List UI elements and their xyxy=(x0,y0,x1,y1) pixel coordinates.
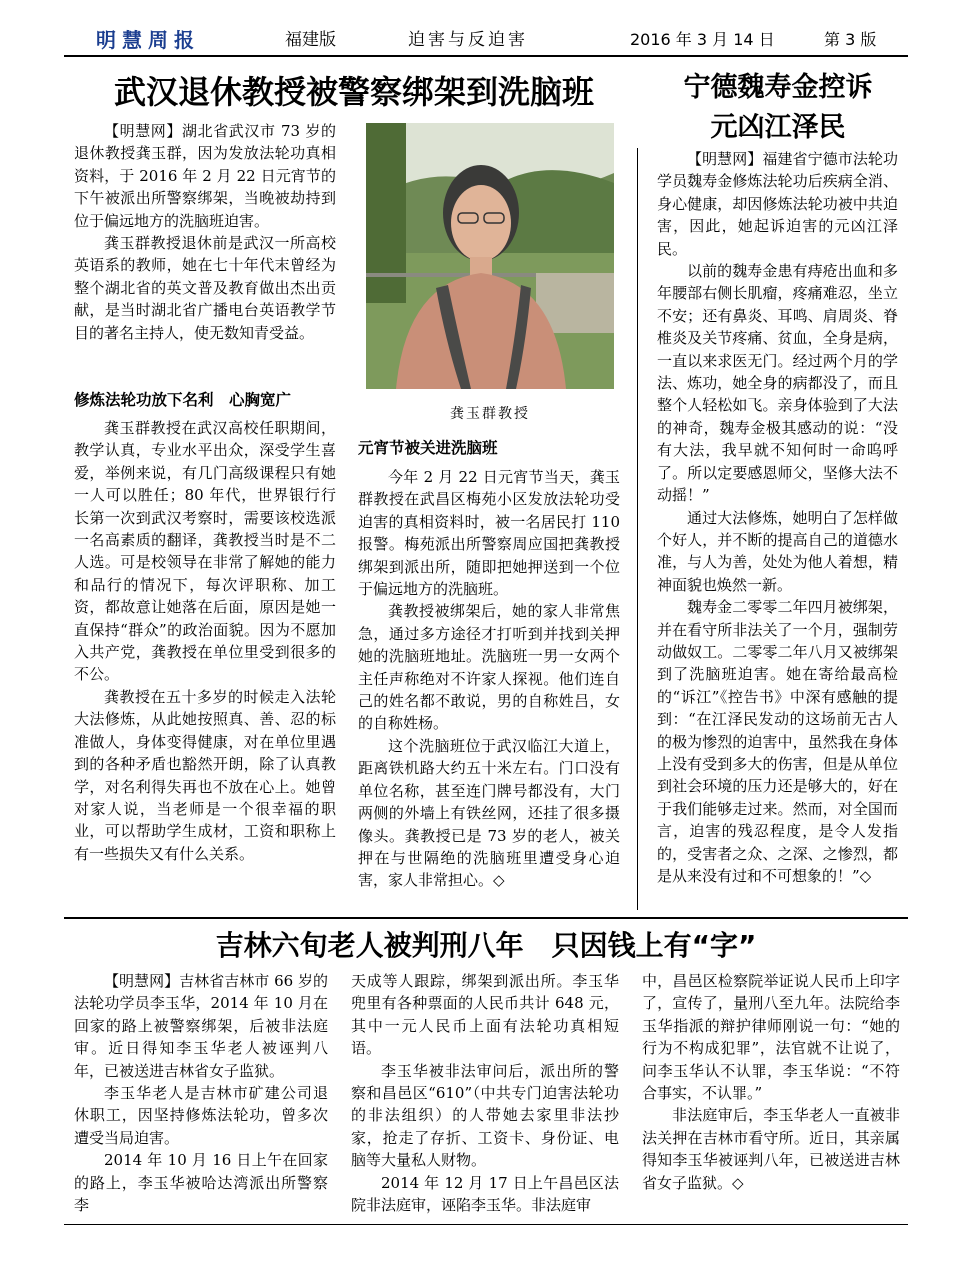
article1-paragraph: 龚玉群教授退休前是武汉一所高校英语系的教师，她在七十年代末曾经为整个湖北省的英文普及教育做出杰出贡献，是当时湖北省广播电台英语教学节目的著名主持人，使无数知青受益。 xyxy=(74,234,336,342)
article3-paragraph: 李玉华被非法审问后，派出所的警察和昌邑区“610”（中共专门迫害法轮功的非法组织）的人带她去家里非法抄家，抢走了存折、工资卡、身份证、电脑等大量私人财物。 xyxy=(351,1061,619,1170)
article3-title: 吉林六旬老人被判刑八年 只因钱上有“字” xyxy=(215,929,757,962)
article2-column xyxy=(657,148,898,887)
article2-title-line-1: 宁德魏寿金控诉 xyxy=(683,72,873,103)
article1-column-1 xyxy=(74,120,336,344)
article3-column-2 xyxy=(351,970,619,1216)
article3-paragraph: 【明慧网】吉林省吉林市 66 岁的法轮功学员李玉华，2014 年 10 月在回家的路上被警察绑架，后被非法庭审。近日得知李玉华老人被诬判八年，已被送进吉林省女子监狱。 xyxy=(74,972,328,1080)
article1-paragraph: 今年 2 月 22 日元宵节当天，龚玉群教授在武昌区梅苑小区发放法轮功受迫害的真相资料时，被一名居民打 110 报警。梅苑派出所警察周应国把龚教授绑架到派出所，随即把她押送到一个位于偏远地方的洗脑班。 xyxy=(358,468,620,599)
header-rule xyxy=(64,55,908,57)
edition-label: 福建版 xyxy=(285,30,336,50)
article3-paragraph: 非法庭审后，李玉华老人一直被非法关押在吉林市看守所。近日，其亲属得知李玉华被诬判八年，已被送进吉林省女子监狱。◇ xyxy=(642,1106,900,1192)
article3-paragraph: 2014 年 12 月 17 日上午昌邑区法院非法庭审，诬陷李玉华。非法庭审 xyxy=(351,1173,619,1215)
article1-paragraph: 龚教授在五十多岁的时候走入法轮大法修炼，从此她按照真、善、忍的标准做人，身体变得健康，对在单位里遇到的各种矛盾也豁然开朗，除了认真教学，对名利得失再也不放在心上。她曾对家人说，当老师是一个很幸福的职业，可以帮助学生成材，工资和职称上有一些损失又有什么关系。 xyxy=(74,687,336,863)
article2-paragraph: 魏寿金二零零二年四月被绑架，并在看守所非法关了一个月，强制劳动做奴工。二零零二年八月又被绑架到了洗脑班迫害。她在寄给最高检的“诉江”《控告书》中深有感触的提到：“在江泽民发动的这场前无古人的极为惨烈的迫害中，虽然我在身体上没有受到多大的伤害，但是从单位到社会环境的压力还是够大的，好在于我们能够走过来。然而，对全国而言，迫害的残忍程度，是令人发指的，受害者之众、之深、之惨烈，都是从来没有过和不可想象的！”◇ xyxy=(657,598,898,885)
article1-paragraph: 龚教授被绑架后，她的家人非常焦急，通过多方途径才打听到并找到关押她的洗脑班地址。洗脑班一男一女两个主任声称绝对不许家人探视。他们连自己的姓名都不敢说，男的自称姓吕，女的自称姓杨。 xyxy=(358,602,620,733)
article3-paragraph: 李玉华老人是吉林市矿建公司退休职工，因坚持修炼法轮功，曾多次遭受当局迫害。 xyxy=(74,1084,328,1147)
professor-photo xyxy=(366,123,614,389)
article3-column-3 xyxy=(642,970,900,1194)
article3-column-1 xyxy=(74,970,328,1216)
section-rule xyxy=(64,917,908,919)
article2-paragraph: 以前的魏寿金患有痔疮出血和多年腰部右侧长肌瘤，疼痛难忍，坐立不安；还有鼻炎、耳鸣、肩周炎、脊椎炎及关节疼痛、贫血，全身是病，一直以来求医无门。经过两个月的学法、炼功，她全身的病都没了，而且整个人轻松如飞。亲身体验到了大法的神奇，魏寿金极其感动的说：“没有大法，我早就不知何时一命呜呼了。所以定要感恩师父，坚修大法不动摇！” xyxy=(657,262,898,505)
newspaper-brand: 明慧周报 xyxy=(96,28,200,52)
article3-paragraph: 天成等人跟踪，绑架到派出所。李玉华兜里有各种票面的人民币共计 648 元，其中一元人民币上面有法轮功真相短语。 xyxy=(351,972,619,1058)
article2-title-line-2: 元凶江泽民 xyxy=(710,112,846,143)
article2-title xyxy=(656,68,900,148)
article1-paragraph: 这个洗脑班位于武汉临江大道上，距离铁机路大约五十米左右。门口没有单位名称，甚至连门牌号都没有，大门两侧的外墙上有铁丝网，还挂了很多摄像头。龚教授已是 73 岁的老人，被关押在与世隔绝的洗脑班里遭受身心迫害，家人非常担心。◇ xyxy=(358,736,620,890)
photo-caption: 龚玉群教授 xyxy=(450,406,530,422)
section-label: 迫害与反迫害 xyxy=(408,30,528,50)
article1-paragraph: 【明慧网】湖北省武汉市 73 岁的退休教授龚玉群，因为发放法轮功真相资料，于 2016 年 2 月 22 日元宵节的下午被派出所警察绑架，当晚被劫持到位于偏远地方的洗脑班迫害。 xyxy=(74,122,336,230)
article3-paragraph: 中，昌邑区检察院举证说人民币上印字了，宣传了，量刑八至九年。法院给李玉华指派的辩护律师刚说一句：“她的行为不构成犯罪”，法官就不让说了，问李玉华认不认罪，李玉华说：“不符合事实，不认罪。” xyxy=(642,972,900,1103)
page-number: 第 3 版 xyxy=(824,30,877,49)
article1-title: 武汉退休教授被警察绑架到洗脑班 xyxy=(113,73,594,111)
footer-rule xyxy=(64,1224,908,1225)
column-divider xyxy=(637,148,638,910)
article1-subhead-2: 元宵节被关进洗脑班 xyxy=(358,439,498,457)
article1-column-2 xyxy=(358,466,620,892)
article1-paragraph: 龚玉群教授在武汉高校任职期间，教学认真，专业水平出众，深受学生喜爱，举例来说，有几门高级课程只有她一人可以胜任；80 年代，世界银行行长第一次到武汉考察时，需要该校选派一名高素质的翻译，龚教授当时是不二人选。可是校领导在非常了解她的能力和品行的情况下，每次评职称、加工资，都故意让她落在后面，原因是她一直保持“群众”的政治面貌。因为不愿加入共产党，龚教授在单位里受到很多的不公。 xyxy=(74,419,336,684)
article2-paragraph: 【明慧网】福建省宁德市法轮功学员魏寿金修炼法轮功后疾病全消、身心健康，却因修炼法轮功被中共迫害，因此，她起诉迫害的元凶江泽民。 xyxy=(657,150,898,258)
article1-subhead-1: 修炼法轮功放下名利 心胸宽广 xyxy=(74,391,292,409)
article1-column-1b xyxy=(74,417,336,865)
portrait-image xyxy=(366,123,614,389)
article2-paragraph: 通过大法修炼，她明白了怎样做个好人，并不断的提高自己的道德水准，与人为善，处处为他人着想，精神面貌也焕然一新。 xyxy=(657,508,898,594)
article3-paragraph: 2014 年 10 月 16 日上午在回家的路上，李玉华被哈达湾派出所警察李 xyxy=(74,1151,328,1215)
issue-date: 2016 年 3 月 14 日 xyxy=(630,30,775,49)
